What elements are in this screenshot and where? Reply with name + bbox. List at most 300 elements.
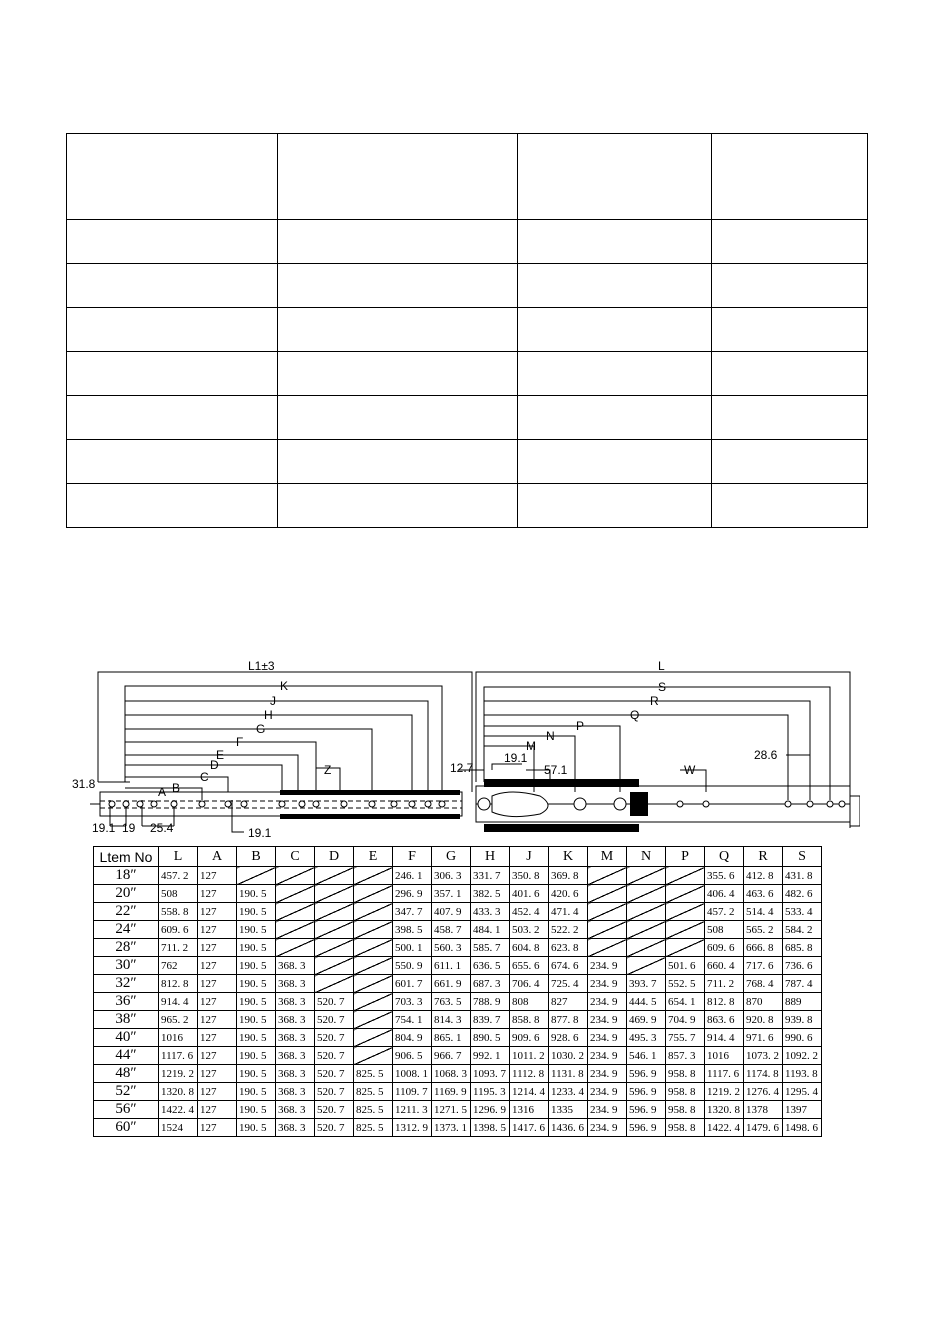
table-cell: 1436. 6: [549, 1119, 588, 1137]
table-row: [94, 1083, 822, 1101]
table-cell: 190. 5: [237, 1011, 276, 1029]
table-row: [94, 867, 822, 885]
table-cell: [627, 957, 666, 975]
table-cell: 369. 8: [549, 867, 588, 885]
table-row: [94, 1101, 822, 1119]
table-cell: 812. 8: [159, 975, 198, 993]
blank-table-cell: [518, 440, 712, 484]
dim-31-8: 31.8: [72, 777, 96, 791]
table-cell: 457. 2: [159, 867, 198, 885]
label-F: F: [236, 735, 244, 749]
blank-table-cell: [67, 440, 278, 484]
table-cell: 368. 3: [276, 1047, 315, 1065]
label-M: M: [526, 739, 536, 753]
table-cell: 190. 5: [237, 957, 276, 975]
blank-table-row: [67, 220, 868, 264]
table-cell: 190. 5: [237, 1083, 276, 1101]
blank-table-cell: [278, 220, 518, 264]
table-cell: 190. 5: [237, 903, 276, 921]
column-header: H: [471, 847, 510, 867]
table-cell: 706. 4: [510, 975, 549, 993]
table-cell: 920. 8: [744, 1011, 783, 1029]
table-cell: 368. 3: [276, 1029, 315, 1047]
table-cell: [627, 885, 666, 903]
table-cell: 406. 4: [705, 885, 744, 903]
table-cell: [666, 885, 705, 903]
table-cell: 1276. 4: [744, 1083, 783, 1101]
table-cell: 127: [198, 975, 237, 993]
table-cell: 368. 3: [276, 1011, 315, 1029]
table-cell: 1092. 2: [783, 1047, 822, 1065]
table-cell: 546. 1: [627, 1047, 666, 1065]
table-cell: 520. 7: [315, 1065, 354, 1083]
table-cell: [276, 903, 315, 921]
table-cell: 127: [198, 993, 237, 1011]
table-cell: 1195. 3: [471, 1083, 510, 1101]
table-cell: 552. 5: [666, 975, 705, 993]
table-cell: 1112. 8: [510, 1065, 549, 1083]
blank-table-row: [67, 352, 868, 396]
slide-drawing: [70, 660, 860, 840]
table-cell: 433. 3: [471, 903, 510, 921]
table-cell: 127: [198, 903, 237, 921]
column-header: D: [315, 847, 354, 867]
blank-table-cell: [712, 264, 868, 308]
table-cell: 596. 9: [627, 1065, 666, 1083]
table-cell: 331. 7: [471, 867, 510, 885]
table-cell: [354, 957, 393, 975]
table-cell: 357. 1: [432, 885, 471, 903]
table-cell: 1498. 6: [783, 1119, 822, 1137]
table-cell: 928. 6: [549, 1029, 588, 1047]
table-cell: 914. 4: [159, 993, 198, 1011]
blank-table-row: [67, 484, 868, 528]
table-cell: 827: [549, 993, 588, 1011]
table-cell: [315, 975, 354, 993]
dim-25-4: 25.4: [150, 821, 174, 835]
column-header: Ltem No: [94, 847, 159, 867]
table-cell: 382. 5: [471, 885, 510, 903]
table-cell: 127: [198, 1029, 237, 1047]
table-cell: [354, 993, 393, 1011]
table-cell: [666, 867, 705, 885]
table-cell: 234. 9: [588, 1083, 627, 1101]
label-R: R: [650, 694, 659, 708]
table-cell: 857. 3: [666, 1047, 705, 1065]
table-cell: 127: [198, 957, 237, 975]
spec-table-header: [94, 847, 822, 867]
table-cell: [315, 957, 354, 975]
column-header: K: [549, 847, 588, 867]
table-cell: 234. 9: [588, 1011, 627, 1029]
blank-table-cell: [278, 440, 518, 484]
blank-table-cell: [712, 440, 868, 484]
blank-table-row: [67, 134, 868, 220]
table-cell: [354, 903, 393, 921]
table-cell: 190. 5: [237, 1119, 276, 1137]
table-cell: 990. 6: [783, 1029, 822, 1047]
table-cell: 347. 7: [393, 903, 432, 921]
label-D: D: [210, 758, 219, 772]
table-cell: 768. 4: [744, 975, 783, 993]
table-cell: 520. 7: [315, 1011, 354, 1029]
table-cell: 909. 6: [510, 1029, 549, 1047]
column-header: S: [783, 847, 822, 867]
table-cell: 1219. 2: [159, 1065, 198, 1083]
table-cell: 127: [198, 1083, 237, 1101]
table-cell: 368. 3: [276, 1083, 315, 1101]
table-cell: 1117. 6: [159, 1047, 198, 1065]
table-cell: [354, 921, 393, 939]
table-cell: 763. 5: [432, 993, 471, 1011]
table-cell: 398. 5: [393, 921, 432, 939]
table-cell: 1417. 6: [510, 1119, 549, 1137]
table-cell: 788. 9: [471, 993, 510, 1011]
table-cell: [354, 939, 393, 957]
spec-table-body: [94, 867, 822, 1137]
table-cell: 407. 9: [432, 903, 471, 921]
table-row: [94, 1065, 822, 1083]
item-cell: 22″: [94, 903, 159, 921]
table-cell: 601. 7: [393, 975, 432, 993]
table-cell: 500. 1: [393, 939, 432, 957]
item-cell: 38″: [94, 1011, 159, 1029]
dim-28-6: 28.6: [754, 748, 778, 762]
table-cell: 674. 6: [549, 957, 588, 975]
table-cell: 127: [198, 1065, 237, 1083]
table-cell: 1008. 1: [393, 1065, 432, 1083]
table-cell: 636. 5: [471, 957, 510, 975]
table-cell: 306. 3: [432, 867, 471, 885]
column-header: P: [666, 847, 705, 867]
table-cell: 1109. 7: [393, 1083, 432, 1101]
table-cell: 1524: [159, 1119, 198, 1137]
label-G: G: [256, 722, 266, 736]
dim-57-1: 57.1: [544, 763, 568, 777]
label-E: E: [216, 748, 225, 762]
table-cell: 520. 7: [315, 1029, 354, 1047]
dim-19-1-bottom: 19.1: [248, 826, 272, 840]
table-cell: 127: [198, 1047, 237, 1065]
table-cell: 412. 8: [744, 867, 783, 885]
table-cell: 246. 1: [393, 867, 432, 885]
label-L1: L1±3: [248, 660, 275, 673]
table-cell: [588, 903, 627, 921]
dim-line-K: [125, 686, 442, 792]
table-cell: 971. 6: [744, 1029, 783, 1047]
table-cell: [315, 939, 354, 957]
blank-table-cell: [278, 396, 518, 440]
table-cell: 368. 3: [276, 1101, 315, 1119]
table-cell: [588, 885, 627, 903]
table-cell: 787. 4: [783, 975, 822, 993]
table-cell: 596. 9: [627, 1083, 666, 1101]
table-cell: 808: [510, 993, 549, 1011]
table-cell: 711. 2: [159, 939, 198, 957]
table-cell: 1397: [783, 1101, 822, 1119]
table-row: [94, 1119, 822, 1137]
item-cell: 52″: [94, 1083, 159, 1101]
table-cell: 420. 6: [549, 885, 588, 903]
blank-table-cell: [518, 220, 712, 264]
label-H: H: [264, 708, 273, 722]
blank-table-cell: [712, 308, 868, 352]
table-cell: 482. 6: [783, 885, 822, 903]
blank-table-cell: [67, 134, 278, 220]
column-header: L: [159, 847, 198, 867]
table-cell: 1233. 4: [549, 1083, 588, 1101]
blank-table-cell: [712, 484, 868, 528]
table-cell: 812. 8: [705, 993, 744, 1011]
blank-table-cell: [278, 264, 518, 308]
label-N: N: [546, 729, 555, 743]
item-cell: 18″: [94, 867, 159, 885]
table-cell: 725. 4: [549, 975, 588, 993]
table-cell: 127: [198, 885, 237, 903]
table-cell: 958. 8: [666, 1065, 705, 1083]
table-cell: 495. 3: [627, 1029, 666, 1047]
table-cell: 444. 5: [627, 993, 666, 1011]
table-cell: 234. 9: [588, 1047, 627, 1065]
table-cell: 234. 9: [588, 1119, 627, 1137]
table-cell: 190. 5: [237, 975, 276, 993]
table-cell: 503. 2: [510, 921, 549, 939]
table-cell: [588, 921, 627, 939]
table-cell: 958. 8: [666, 1119, 705, 1137]
table-cell: 666. 8: [744, 939, 783, 957]
table-cell: 704. 9: [666, 1011, 705, 1029]
table-cell: 1016: [705, 1047, 744, 1065]
table-cell: 877. 8: [549, 1011, 588, 1029]
table-cell: 1016: [159, 1029, 198, 1047]
table-cell: 127: [198, 939, 237, 957]
table-cell: 520. 7: [315, 1047, 354, 1065]
table-row: [94, 903, 822, 921]
blank-table-cell: [518, 308, 712, 352]
label-Q: Q: [630, 708, 640, 722]
table-cell: 1219. 2: [705, 1083, 744, 1101]
column-header: G: [432, 847, 471, 867]
table-cell: 190. 5: [237, 921, 276, 939]
table-cell: 685. 8: [783, 939, 822, 957]
table-cell: 234. 9: [588, 1101, 627, 1119]
table-cell: 584. 2: [783, 921, 822, 939]
table-cell: 368. 3: [276, 975, 315, 993]
label-J: J: [270, 694, 276, 708]
table-cell: 1030. 2: [549, 1047, 588, 1065]
table-cell: [666, 921, 705, 939]
table-cell: 1320. 8: [705, 1101, 744, 1119]
table-cell: 127: [198, 1119, 237, 1137]
table-cell: 804. 9: [393, 1029, 432, 1047]
table-cell: [315, 885, 354, 903]
table-cell: 585. 7: [471, 939, 510, 957]
column-header: Q: [705, 847, 744, 867]
table-row: [94, 885, 822, 903]
table-cell: [276, 885, 315, 903]
table-cell: [588, 939, 627, 957]
table-cell: 1117. 6: [705, 1065, 744, 1083]
item-cell: 44″: [94, 1047, 159, 1065]
table-cell: [315, 903, 354, 921]
table-cell: 1214. 4: [510, 1083, 549, 1101]
blank-table-cell: [67, 220, 278, 264]
table-cell: 558. 8: [159, 903, 198, 921]
table-cell: 609. 6: [159, 921, 198, 939]
table-cell: 1479. 6: [744, 1119, 783, 1137]
table-cell: 825. 5: [354, 1083, 393, 1101]
table-cell: 520. 7: [315, 1101, 354, 1119]
item-cell: 30″: [94, 957, 159, 975]
blank-table-cell: [518, 264, 712, 308]
table-cell: 234. 9: [588, 1029, 627, 1047]
table-cell: 234. 9: [588, 975, 627, 993]
table-cell: 190. 5: [237, 1101, 276, 1119]
table-cell: 1169. 9: [432, 1083, 471, 1101]
table-cell: 469. 9: [627, 1011, 666, 1029]
blank-table-cell: [712, 396, 868, 440]
table-cell: [666, 903, 705, 921]
table-row: [94, 1029, 822, 1047]
table-cell: 889: [783, 993, 822, 1011]
table-cell: 190. 5: [237, 1065, 276, 1083]
table-cell: 368. 3: [276, 1119, 315, 1137]
table-cell: 1068. 3: [432, 1065, 471, 1083]
dim-line-G: [125, 729, 372, 792]
blank-table-cell: [712, 134, 868, 220]
table-cell: 401. 6: [510, 885, 549, 903]
dim-19-1-left: 19.1: [92, 821, 116, 835]
table-cell: 368. 3: [276, 1065, 315, 1083]
blank-table-row: [67, 440, 868, 484]
table-cell: 914. 4: [705, 1029, 744, 1047]
table-cell: 1320. 8: [159, 1083, 198, 1101]
table-cell: 754. 1: [393, 1011, 432, 1029]
table-cell: 1373. 1: [432, 1119, 471, 1137]
blank-table-cell: [278, 484, 518, 528]
item-cell: 56″: [94, 1101, 159, 1119]
blank-table-cell: [67, 264, 278, 308]
table-cell: [354, 975, 393, 993]
table-cell: 1378: [744, 1101, 783, 1119]
table-cell: [627, 867, 666, 885]
table-cell: 966. 7: [432, 1047, 471, 1065]
table-cell: 654. 1: [666, 993, 705, 1011]
table-cell: 190. 5: [237, 1029, 276, 1047]
blank-table-row: [67, 264, 868, 308]
table-cell: 863. 6: [705, 1011, 744, 1029]
table-cell: 484. 1: [471, 921, 510, 939]
column-header: C: [276, 847, 315, 867]
table-cell: 560. 3: [432, 939, 471, 957]
table-cell: [354, 885, 393, 903]
table-cell: 965. 2: [159, 1011, 198, 1029]
label-K: K: [280, 679, 289, 693]
table-cell: 939. 8: [783, 1011, 822, 1029]
table-cell: 703. 3: [393, 993, 432, 1011]
table-cell: 825. 5: [354, 1101, 393, 1119]
table-cell: 992. 1: [471, 1047, 510, 1065]
table-cell: 1398. 5: [471, 1119, 510, 1137]
table-cell: 501. 6: [666, 957, 705, 975]
blank-table: [66, 133, 868, 528]
table-cell: 533. 4: [783, 903, 822, 921]
column-header: F: [393, 847, 432, 867]
table-cell: 514. 4: [744, 903, 783, 921]
blank-table-cell: [518, 484, 712, 528]
table-cell: 457. 2: [705, 903, 744, 921]
table-cell: [354, 867, 393, 885]
spec-table: [93, 846, 822, 1137]
table-cell: 623. 8: [549, 939, 588, 957]
table-cell: 814. 3: [432, 1011, 471, 1029]
table-cell: [276, 867, 315, 885]
table-cell: [588, 867, 627, 885]
blank-table-cell: [518, 134, 712, 220]
table-cell: 870: [744, 993, 783, 1011]
table-cell: 596. 9: [627, 1119, 666, 1137]
table-cell: 660. 4: [705, 957, 744, 975]
table-cell: 825. 5: [354, 1119, 393, 1137]
blank-table-cell: [712, 352, 868, 396]
table-cell: 1211. 3: [393, 1101, 432, 1119]
table-cell: 890. 5: [471, 1029, 510, 1047]
blank-table-cell: [67, 484, 278, 528]
blank-table-cell: [67, 396, 278, 440]
table-cell: 1193. 8: [783, 1065, 822, 1083]
table-cell: 1174. 8: [744, 1065, 783, 1083]
table-cell: 355. 6: [705, 867, 744, 885]
label-A: A: [158, 785, 167, 799]
table-row: [94, 1047, 822, 1065]
table-row: [94, 993, 822, 1011]
column-header: J: [510, 847, 549, 867]
table-cell: 368. 3: [276, 993, 315, 1011]
table-cell: 127: [198, 1011, 237, 1029]
table-cell: [354, 1011, 393, 1029]
table-cell: [276, 921, 315, 939]
dim-line-Q: [484, 715, 788, 800]
table-cell: 906. 5: [393, 1047, 432, 1065]
table-cell: 565. 2: [744, 921, 783, 939]
blank-table-cell: [712, 220, 868, 264]
table-cell: 1296. 9: [471, 1101, 510, 1119]
table-cell: 190. 5: [237, 1047, 276, 1065]
table-cell: 520. 7: [315, 1119, 354, 1137]
item-cell: 60″: [94, 1119, 159, 1137]
table-row: [94, 939, 822, 957]
blank-table-cell: [67, 308, 278, 352]
table-cell: 190. 5: [237, 939, 276, 957]
table-cell: 1316: [510, 1101, 549, 1119]
table-cell: [315, 921, 354, 939]
label-S: S: [658, 680, 667, 694]
item-cell: 24″: [94, 921, 159, 939]
table-cell: 1422. 4: [705, 1119, 744, 1137]
table-cell: [354, 1029, 393, 1047]
column-header: N: [627, 847, 666, 867]
table-cell: [666, 939, 705, 957]
table-cell: [237, 867, 276, 885]
table-cell: 190. 5: [237, 885, 276, 903]
dim-19: 19: [122, 821, 136, 835]
table-cell: 463. 6: [744, 885, 783, 903]
table-cell: 520. 7: [315, 993, 354, 1011]
table-row: [94, 957, 822, 975]
column-header: M: [588, 847, 627, 867]
table-cell: 127: [198, 1101, 237, 1119]
table-cell: 655. 6: [510, 957, 549, 975]
